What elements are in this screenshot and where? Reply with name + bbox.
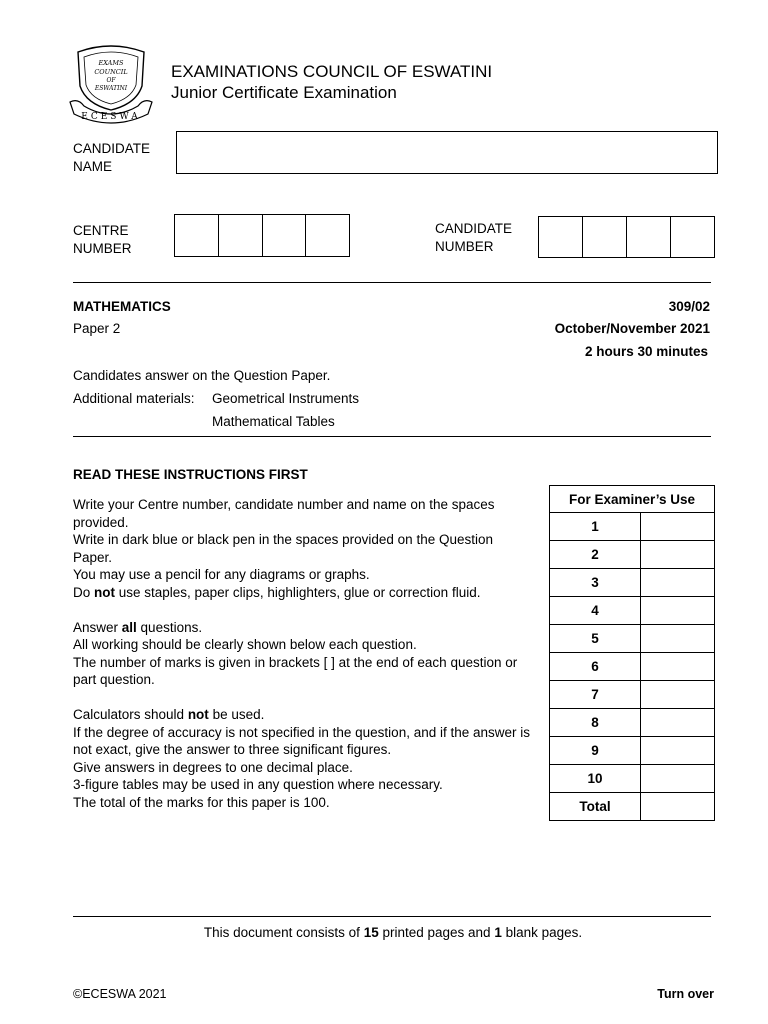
candidate-digit-box[interactable] bbox=[627, 217, 671, 257]
answer-note: Candidates answer on the Question Paper. bbox=[73, 368, 331, 383]
table-row bbox=[550, 541, 715, 569]
candidate-digit-box[interactable] bbox=[583, 217, 627, 257]
crest-line-4: ESWATINI bbox=[94, 85, 128, 92]
candidate-name-label: CANDIDATE NAME bbox=[73, 141, 151, 174]
mark-cell[interactable] bbox=[641, 681, 715, 709]
table-row bbox=[550, 653, 715, 681]
instruction-line: All working should be clearly shown below each question. bbox=[73, 637, 417, 652]
crest-line-1: EXAMS bbox=[98, 59, 124, 67]
total-label: Total bbox=[550, 793, 641, 821]
divider bbox=[73, 436, 711, 437]
mark-cell[interactable] bbox=[641, 709, 715, 737]
total-mark-cell[interactable] bbox=[641, 793, 715, 821]
table-row bbox=[550, 569, 715, 597]
centre-number-boxes[interactable] bbox=[174, 214, 350, 257]
centre-digit-box[interactable] bbox=[306, 215, 349, 256]
instruction-line: You may use a pencil for any diagrams or graphs. bbox=[73, 567, 370, 582]
turn-over: Turn over bbox=[657, 987, 714, 1001]
instruction-line: Do not use staples, paper clips, highlighters, glue or correction fluid. bbox=[73, 584, 481, 600]
candidate-number-label: CANDIDATE NUMBER bbox=[435, 221, 513, 254]
mark-cell[interactable] bbox=[641, 653, 715, 681]
table-row bbox=[550, 765, 715, 793]
mark-cell[interactable] bbox=[641, 541, 715, 569]
table-row bbox=[550, 597, 715, 625]
crest-line-3: OF bbox=[106, 77, 116, 84]
candidate-name-field[interactable] bbox=[176, 131, 718, 174]
org-name: EXAMINATIONS COUNCIL OF ESWATINI bbox=[171, 62, 493, 81]
mark-cell[interactable] bbox=[641, 569, 715, 597]
examiner-use-table bbox=[549, 485, 715, 821]
material-item: Mathematical Tables bbox=[212, 414, 335, 429]
mark-cell[interactable] bbox=[641, 625, 715, 653]
table-row bbox=[550, 793, 715, 821]
paper-code: 309/02 bbox=[668, 299, 710, 314]
centre-number-label: CENTRE NUMBER bbox=[73, 223, 132, 256]
question-number: 7 bbox=[550, 681, 641, 709]
question-number: 5 bbox=[550, 625, 641, 653]
page-count-note: This document consists of 15 printed pages and 1 blank pages. bbox=[203, 925, 583, 940]
question-number: 9 bbox=[550, 737, 641, 765]
instructions-body bbox=[73, 496, 533, 811]
mark-cell[interactable] bbox=[641, 765, 715, 793]
eceswa-crest-logo bbox=[66, 42, 156, 124]
question-number: 6 bbox=[550, 653, 641, 681]
instruction-line: The total of the marks for this paper is 100. bbox=[73, 794, 330, 810]
instruction-line: Write in dark blue or black pen in the spaces provided on the Question Paper. bbox=[73, 532, 493, 565]
instruction-line: Answer all questions. bbox=[73, 619, 203, 635]
question-number: 3 bbox=[550, 569, 641, 597]
table-row bbox=[550, 681, 715, 709]
instruction-line: Give answers in degrees to one decimal place. bbox=[73, 759, 353, 775]
exam-session: October/November 2021 bbox=[554, 321, 710, 336]
question-number: 8 bbox=[550, 709, 641, 737]
instruction-line: If the degree of accuracy is not specified in the question, and if the answer is not exact, give the answer to three significant figures. bbox=[73, 724, 531, 757]
crest-ribbon: ECESWA bbox=[81, 112, 141, 122]
mark-cell[interactable] bbox=[641, 597, 715, 625]
centre-digit-box[interactable] bbox=[263, 215, 307, 256]
crest-line-2: COUNCIL bbox=[94, 68, 128, 76]
copyright: ©ECESWA 2021 bbox=[73, 987, 167, 1001]
question-number: 4 bbox=[550, 597, 641, 625]
candidate-digit-box[interactable] bbox=[671, 217, 714, 257]
candidate-digit-box[interactable] bbox=[539, 217, 583, 257]
table-row bbox=[550, 625, 715, 653]
instruction-line: Calculators should not be used. bbox=[73, 707, 265, 722]
table-row bbox=[550, 709, 715, 737]
material-item: Geometrical Instruments bbox=[212, 391, 360, 406]
candidate-number-boxes[interactable] bbox=[538, 216, 715, 258]
question-number: 1 bbox=[550, 513, 641, 541]
exam-name: Junior Certificate Examination bbox=[171, 83, 397, 102]
question-number: 2 bbox=[550, 541, 641, 569]
mark-cell[interactable] bbox=[641, 513, 715, 541]
instruction-line: Write your Centre number, candidate number and name on the spaces provided. bbox=[73, 497, 495, 530]
centre-digit-box[interactable] bbox=[175, 215, 219, 256]
divider bbox=[73, 282, 711, 283]
exam-duration: 2 hours 30 minutes bbox=[584, 344, 708, 359]
instruction-line: The number of marks is given in brackets [ ] at the end of each question or part question. bbox=[73, 654, 518, 687]
instructions-heading: READ THESE INSTRUCTIONS FIRST bbox=[73, 467, 308, 482]
materials-label: Additional materials: bbox=[73, 391, 195, 406]
instruction-line: 3-figure tables may be used in any question where necessary. bbox=[73, 777, 443, 792]
paper-number: Paper 2 bbox=[73, 321, 121, 336]
table-row bbox=[550, 513, 715, 541]
examiner-table-header: For Examiner’s Use bbox=[550, 486, 715, 513]
mark-cell[interactable] bbox=[641, 737, 715, 765]
centre-digit-box[interactable] bbox=[219, 215, 263, 256]
question-number: 10 bbox=[550, 765, 641, 793]
divider bbox=[73, 916, 711, 917]
subject-title: MATHEMATICS bbox=[73, 299, 171, 314]
table-row bbox=[550, 737, 715, 765]
